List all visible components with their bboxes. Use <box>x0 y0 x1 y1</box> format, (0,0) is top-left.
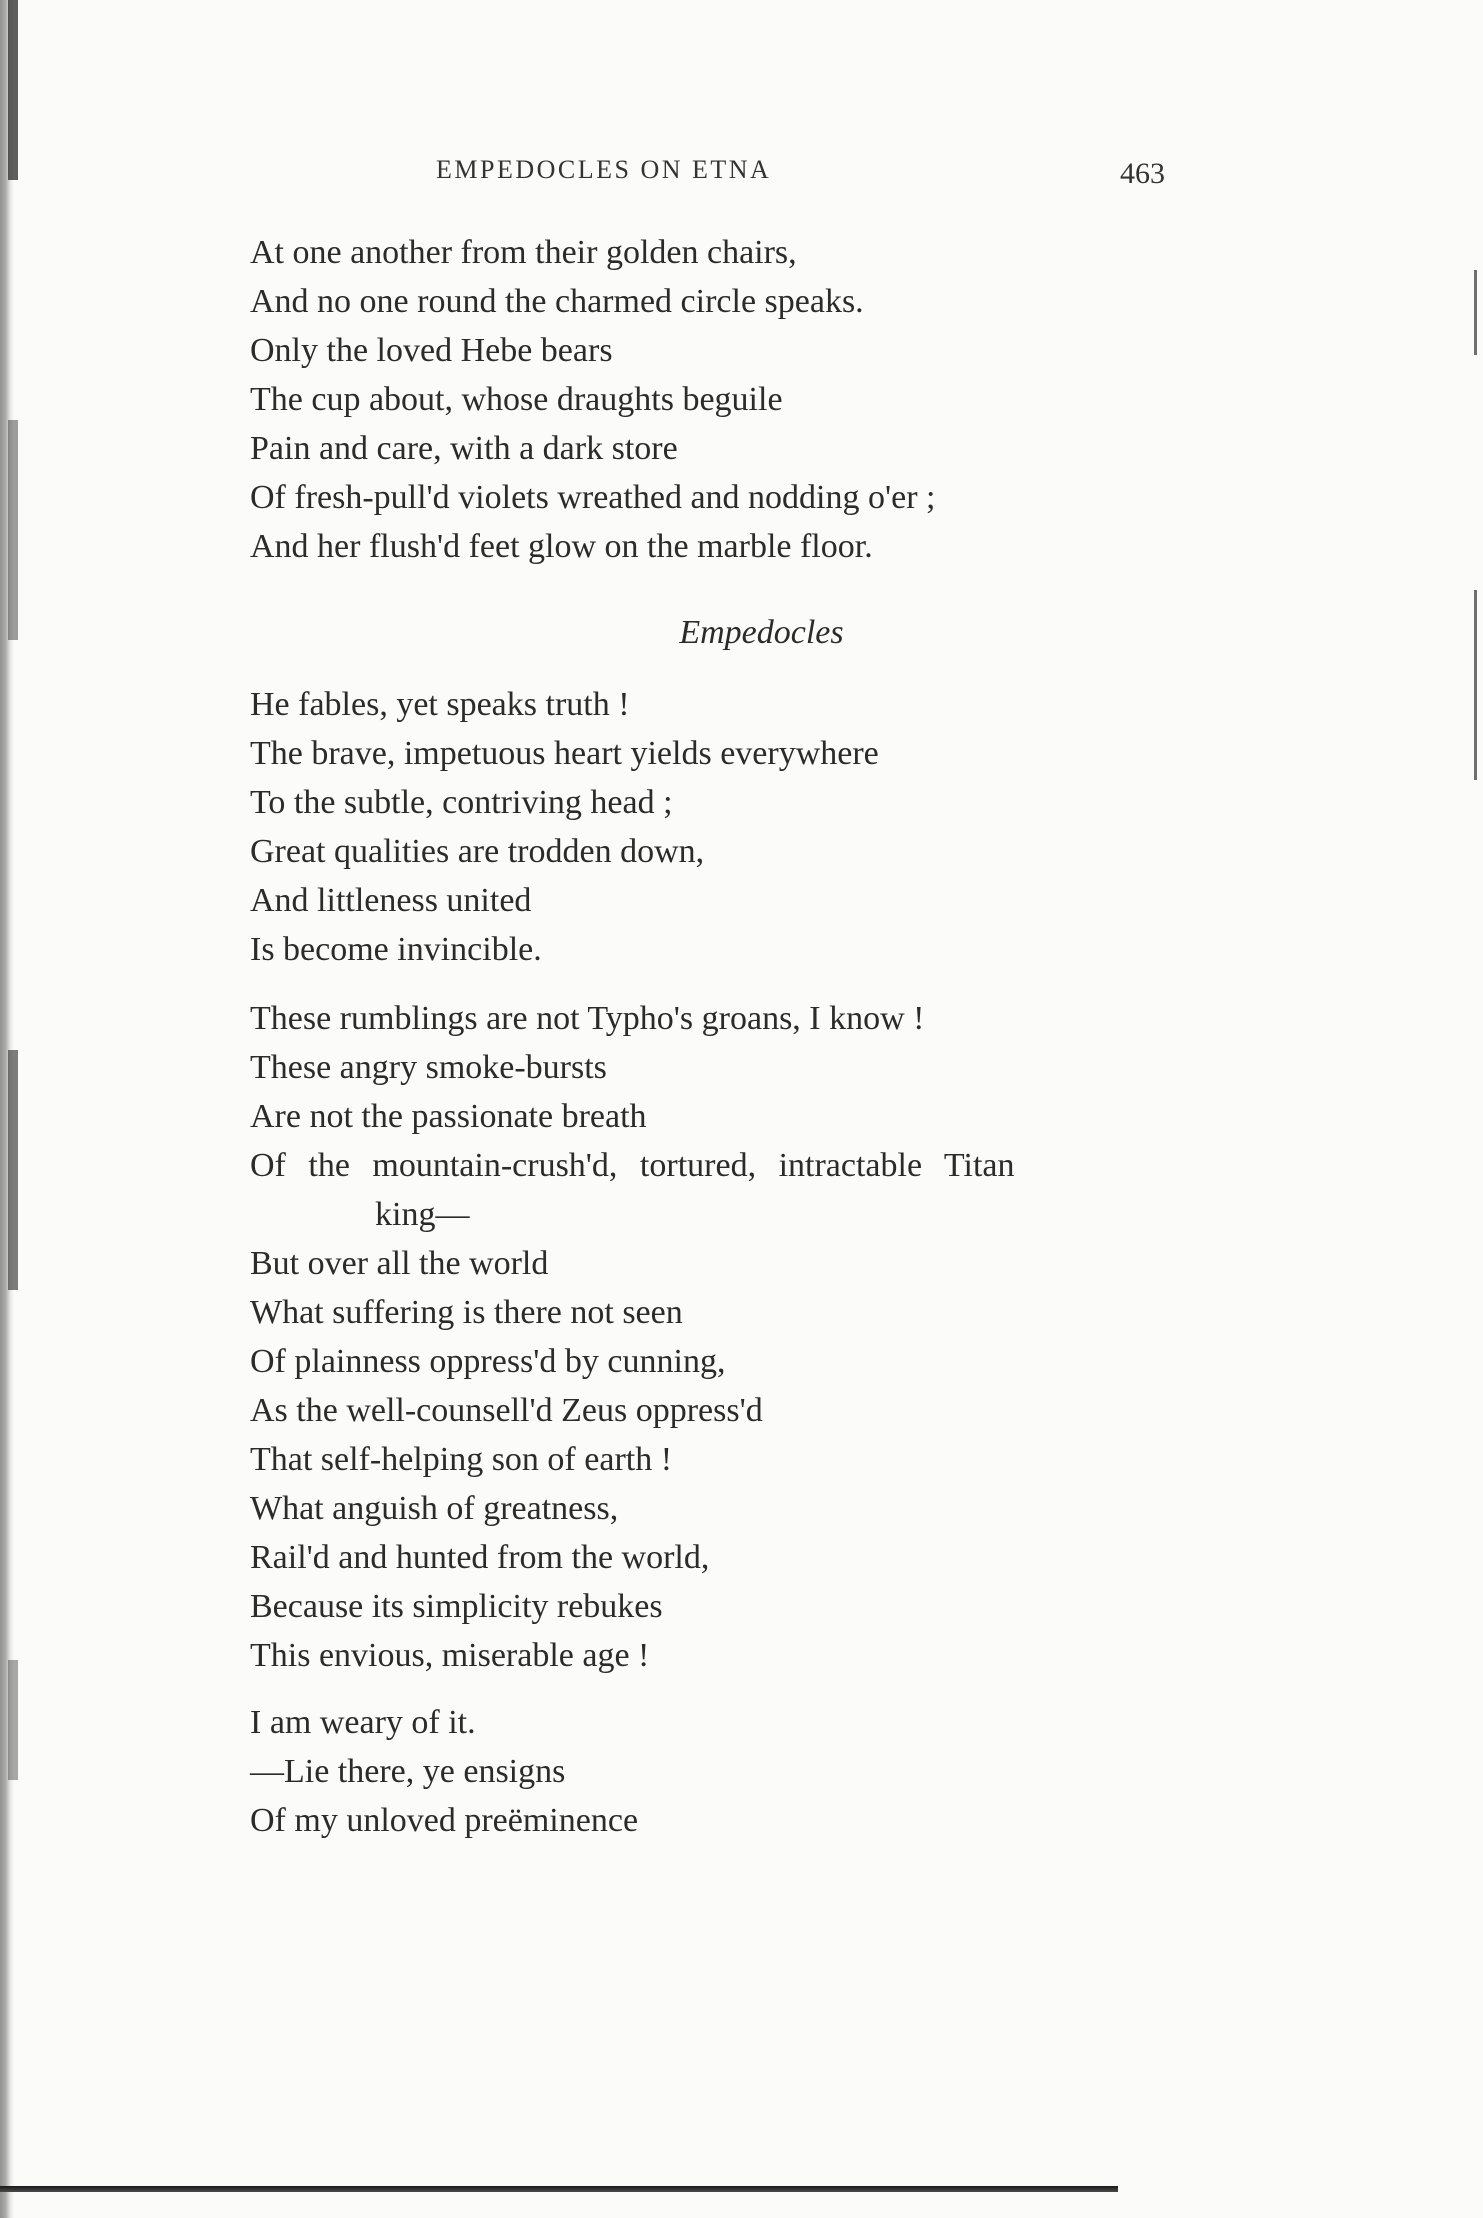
scan-edge-mark <box>1474 270 1477 355</box>
running-title: EMPEDOCLES ON ETNA <box>436 155 772 184</box>
verse-line: I am weary of it. <box>250 1704 476 1741</box>
verse-line: And her flush'd feet glow on the marble floor. <box>250 528 873 565</box>
speaker-name: Empedocles <box>679 614 844 651</box>
verse-line: Of my unloved preëminence <box>250 1802 639 1839</box>
verse-stanza-3 <box>250 994 1014 1680</box>
verse-line: The brave, impetuous heart yields everywhere <box>250 735 879 772</box>
verse-line-continuation: king— <box>375 1196 470 1233</box>
verse-stanza-1 <box>250 228 935 571</box>
scan-binding-streak <box>8 0 18 180</box>
scan-binding-streak <box>8 420 18 640</box>
verse-line: And littleness united <box>250 882 532 919</box>
verse-line: But over all the world <box>250 1245 549 1282</box>
verse-stanza-2 <box>250 680 879 974</box>
verse-line: These rumblings are not Typho's groans, I know ! <box>250 1000 925 1037</box>
verse-line: The cup about, whose draughts beguile <box>250 381 783 418</box>
verse-line: Of fresh-pull'd violets wreathed and nodding o'er ; <box>250 479 936 516</box>
verse-line: Of the mountain-crush'd, tortured, intractable Titan <box>250 1147 1015 1184</box>
verse-line: Because its simplicity rebukes <box>250 1588 663 1625</box>
scan-binding-streak <box>8 1050 18 1290</box>
verse-line: And no one round the charmed circle speaks. <box>250 283 864 320</box>
verse-line: He fables, yet speaks truth ! <box>250 686 630 723</box>
verse-line: Pain and care, with a dark store <box>250 430 678 467</box>
verse-line: Rail'd and hunted from the world, <box>250 1539 710 1576</box>
verse-line: These angry smoke-bursts <box>250 1049 607 1086</box>
running-header <box>0 155 1483 195</box>
scan-binding-streak <box>8 1660 18 1780</box>
page-number: 463 <box>1120 157 1165 190</box>
verse-line: To the subtle, contriving head ; <box>250 784 673 821</box>
verse-line: Great qualities are trodden down, <box>250 833 705 870</box>
verse-line: Is become invincible. <box>250 931 542 968</box>
verse-line: What suffering is there not seen <box>250 1294 683 1331</box>
verse-line: This envious, miserable age ! <box>250 1637 650 1674</box>
verse-line: —Lie there, ye ensigns <box>250 1753 566 1790</box>
verse-line: Are not the passionate breath <box>250 1098 647 1135</box>
verse-line: As the well-counsell'd Zeus oppress'd <box>250 1392 763 1429</box>
verse-line: At one another from their golden chairs, <box>250 234 797 271</box>
verse-line: That self-helping son of earth ! <box>250 1441 673 1478</box>
scan-bottom-edge <box>0 2186 1118 2192</box>
verse-stanza-4 <box>250 1698 638 1845</box>
verse-line: Only the loved Hebe bears <box>250 332 613 369</box>
verse-line: What anguish of greatness, <box>250 1490 619 1527</box>
verse-line: Of plainness oppress'd by cunning, <box>250 1343 726 1380</box>
